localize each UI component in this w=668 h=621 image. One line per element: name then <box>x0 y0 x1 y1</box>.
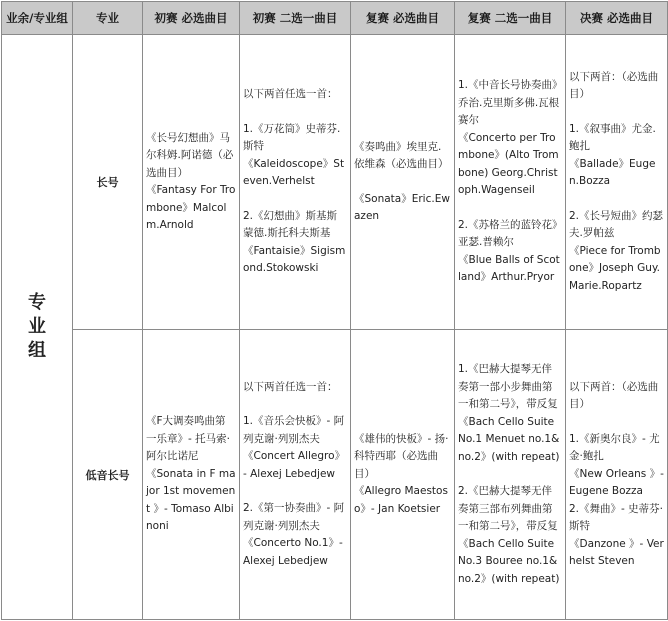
header-semi-required: 复赛 必选曲目 <box>351 2 455 35</box>
line-gap <box>458 466 562 483</box>
header-prelim-required: 初赛 必选曲目 <box>143 2 240 35</box>
cell-line: 《Sonata in F major 1st movement 》- Tomaso Albinoni <box>146 467 236 533</box>
cell-line: 1.《巴赫大提琴无伴奏第一部小步舞曲第一和第二号》，带反复 <box>458 363 558 410</box>
cell-line: 《Concert Allegro》- Alexej Lebedjew <box>243 450 346 480</box>
cell-line: 《Concerto No.1》- Alexej Lebedjew <box>243 537 343 567</box>
cell-line: 《Ballade》Eugen.Bozza <box>569 157 656 188</box>
cell-line: 1.《中音长号协奏曲》乔治.克里斯多佛.瓦根赛尔 <box>458 79 560 127</box>
cell-line: 《Fantasy For Trombone》Malcolm.Arnold <box>146 184 236 231</box>
cell-line: 《New Orleans 》- Eugene Bozza <box>569 467 664 497</box>
table-row-trombone <box>2 35 668 330</box>
cell-line: 以下两首：（必选曲目） <box>569 70 659 101</box>
cell-line: 2.《舞曲》- 史蒂芬·斯特 <box>569 502 663 532</box>
cell-line: 《Fantaisie》Sigismond.Stokowski <box>243 244 346 275</box>
instrument-cell: 长号 <box>73 35 143 330</box>
cell-line: 2.《苏格兰的蓝铃花》亚瑟.普赖尔 <box>458 218 558 249</box>
semi-choice-cell <box>455 330 566 620</box>
cell-line: 《Danzone 》- Verhelst Steven <box>569 537 664 567</box>
prelim-choice-cell <box>240 35 351 330</box>
repertoire-table <box>1 1 668 620</box>
header-semi-choice: 复赛 二选一曲目 <box>455 2 566 35</box>
cell-line: 2.《幻想曲》斯基斯蒙德.斯托科夫斯基 <box>243 209 338 240</box>
cell-line: 1.《新奥尔良》- 尤金·鲍扎 <box>569 432 660 462</box>
cell-line: 1.《万花筒》史蒂芬.斯特 <box>243 122 341 153</box>
cell-line: 以下两首任选一首： <box>243 380 338 393</box>
cell-line: 《雄伟的快板》- 扬·科特西耶（必选曲目） <box>354 432 449 480</box>
header-prelim-choice: 初赛 二选一曲目 <box>240 2 351 35</box>
semi-required-cell <box>351 330 455 620</box>
final-required-cell <box>566 330 668 620</box>
group-label-char: 组 <box>28 340 46 361</box>
cell-line: 《长号幻想曲》马尔科姆.阿诺德（必选曲目） <box>146 131 234 179</box>
semi-choice-cell <box>455 35 566 330</box>
instrument-cell: 低音长号 <box>73 330 143 620</box>
line-gap <box>243 104 347 121</box>
line-gap <box>569 104 664 121</box>
header-final-required: 决赛 必选曲目 <box>566 2 668 35</box>
header-group: 业余/专业组 <box>2 2 73 35</box>
line-gap <box>243 483 347 500</box>
cell-line: 2.《长号短曲》约瑟夫.罗帕兹 <box>569 209 664 240</box>
header-instrument: 专业 <box>73 2 143 35</box>
prelim-choice-cell <box>240 330 351 620</box>
cell-line: 《Allegro Maestoso》- Jan Koetsier <box>354 485 448 515</box>
cell-line: 以下两首任选一首： <box>243 88 338 101</box>
cell-line: 《Concerto per Trombone》(Alto Trombone) Georg.Christoph.Wagenseil <box>458 131 559 197</box>
cell-line: 《Bach Cello Suite No.3 Bouree no.1&no.2》(with repeat) <box>458 537 560 585</box>
prelim-required-cell <box>143 330 240 620</box>
cell-line: 1.《叙事曲》尤金.鲍扎 <box>569 122 656 153</box>
cell-line: 《F大调奏鸣曲第一乐章》- 托马索·阿尔比诺尼 <box>146 415 230 463</box>
header-row <box>2 2 668 35</box>
line-gap <box>569 191 664 208</box>
cell-line: 《Sonata》Eric.Ewazen <box>354 192 450 222</box>
cell-line: 《Bach Cello Suite No.1 Menuet no.1&no.2》(with repeat) <box>458 415 560 463</box>
line-gap <box>354 174 451 191</box>
prelim-required-cell <box>143 35 240 330</box>
group-label-char: 专 <box>28 292 46 313</box>
group-label-cell <box>2 35 73 620</box>
line-gap <box>243 396 347 413</box>
line-gap <box>243 191 347 208</box>
table-row-bass-trombone <box>2 330 668 620</box>
cell-line: 以下两首：（必选曲目） <box>569 380 659 410</box>
cell-line: 2.《第一协奏曲》- 阿列克谢·列别杰夫 <box>243 502 345 532</box>
cell-line: 《奏鸣曲》埃里克.依维森（必选曲目） <box>354 140 449 170</box>
cell-line: 《Piece for Trombone》Joseph Guy.Marie.Ropartz <box>569 244 661 292</box>
cell-line: 2.《巴赫大提琴无伴奏第三部布列舞曲第一和第二号》，带反复 <box>458 485 558 532</box>
line-gap <box>458 200 562 217</box>
cell-line: 1.《音乐会快板》- 阿列克谢·列别杰夫 <box>243 415 345 445</box>
semi-required-cell <box>351 35 455 330</box>
line-gap <box>569 414 664 431</box>
cell-line: 《Kaleidoscope》Steven.Verhelst <box>243 157 345 188</box>
group-label-char: 业 <box>28 316 46 337</box>
final-required-cell <box>566 35 668 330</box>
cell-line: 《Blue Balls of Scotland》Arthur.Pryor <box>458 253 560 284</box>
